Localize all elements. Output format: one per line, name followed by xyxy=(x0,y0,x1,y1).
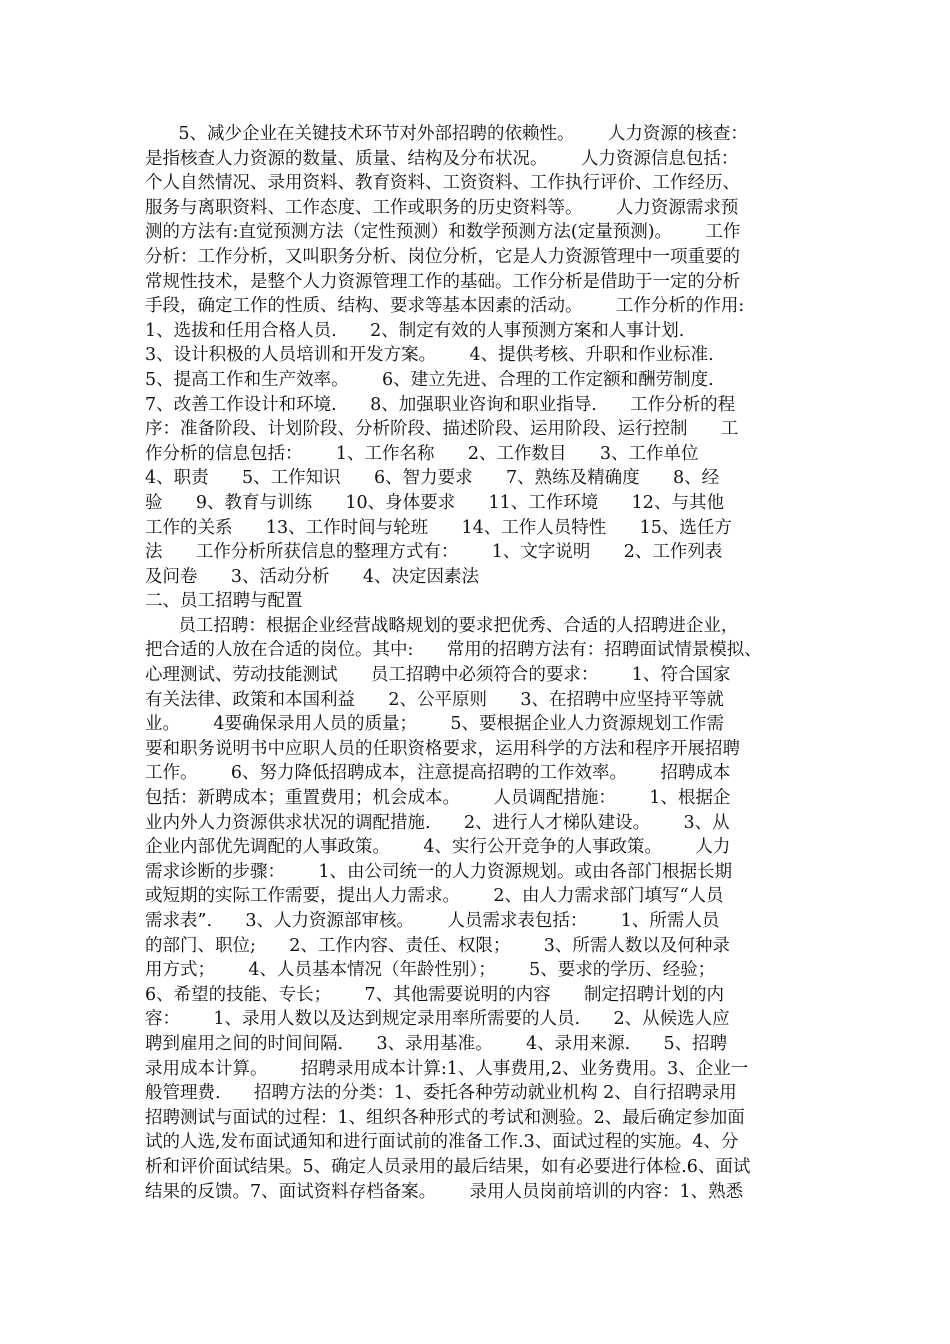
text-line: 工作。 6、努力降低招聘成本，注意提高招聘的工作效率。 招聘成本 xyxy=(145,763,731,784)
text-line: 作分析的信息包括： 1、工作名称 2、工作数目 3、工作单位 xyxy=(145,443,699,464)
text-line: 4、职责 5、工作知识 6、智力要求 7、熟练及精确度 8、经 xyxy=(145,468,720,489)
document-body xyxy=(145,122,810,1204)
text-line: 试的人选,发布面试通知和进行面试前的准备工作.3、面试过程的实施。4、分 xyxy=(145,1132,739,1153)
text-line: 二、员工招聘与配置 xyxy=(145,591,303,612)
text-line: 序：准备阶段、计划阶段、分析阶段、描述阶段、运用阶段、运行控制 工 xyxy=(145,419,739,440)
text-line: 有关法律、政策和本国利益 2、公平原则 3、在招聘中应坚持平等就 xyxy=(145,689,725,710)
text-line: 5、减少企业在关键技术环节对外部招聘的依赖性。 人力资源的核查： xyxy=(145,124,748,144)
text-line: 业内外人力资源供求状况的调配措施. 2、进行人才梯队建设。 3、从 xyxy=(145,812,730,833)
text-line: 是指核查人力资源的数量、质量、结构及分布状况。 人力资源信息包括： xyxy=(145,148,739,169)
text-line: 企业内部优先调配的人事政策。 4、实行公开竞争的人事政策。 人力 xyxy=(145,837,731,858)
text-line: 工作的关系 13、工作时间与轮班 14、工作人员特性 15、选任方 xyxy=(145,517,732,538)
text-line: 分析：工作分析，又叫职务分析、岗位分析，它是人力资源管理中一项重要的 xyxy=(145,246,740,267)
text-line: 招聘测试与面试的过程：1、组织各种形式的考试和测验。2、最后确定参加面 xyxy=(145,1107,745,1128)
text-line: 包括：新聘成本；重置费用；机会成本。 人员调配措施： 1、根据企 xyxy=(145,788,731,809)
text-line: 6、希望的技能、专长； 7、其他需要说明的内容 制定招聘计划的内 xyxy=(145,984,725,1005)
text-line: 的部门、职位; 2、工作内容、责任、权限； 3、所需人数以及何种录 xyxy=(145,935,730,956)
text-line: 要和职务说明书中应职人员的任职资格要求，运用科学的方法和程序开展招聘 xyxy=(145,738,740,759)
text-line: 聘到雇用之间的时间间隔. 3、录用基准。 4、录用来源. 5、招聘 xyxy=(145,1033,728,1054)
text-line: 常规性技术，是整个人力资源管理工作的基础。工作分析是借助于一定的分析 xyxy=(145,271,740,292)
text-line: 服务与离职资料、工作态度、工作或职务的历史资料等。 人力资源需求预 xyxy=(145,197,739,218)
text-line: 验 9、教育与训练 10、身体要求 11、工作环境 12、与其他 xyxy=(145,492,724,513)
text-line: 用方式； 4、人员基本情况（年龄性别）； 5、要求的学历、经验； xyxy=(145,960,716,981)
text-line: 测的方法有:直觉预测方法（定性预测）和数学预测方法(定量预测)。 工作 xyxy=(145,222,741,243)
text-line: 结果的反馈。7、面试资料存档备案。 录用人员岗前培训的内容：1、熟悉 xyxy=(145,1181,744,1202)
text-line: 心理测试、劳动技能测试 员工招聘中必须符合的要求： 1、符合国家 xyxy=(145,665,731,686)
text-line: 录用成本计算。 招聘录用成本计算:1、人事费用,2、业务费用。3、企业一 xyxy=(145,1058,749,1079)
text-line: 容： 1、录用人数以及达到规定录用率所需要的人员. 2、从候选人应 xyxy=(145,1009,730,1030)
text-line: 般管理费. 招聘方法的分类：1、委托各种劳动就业机构 2、自行招聘录用 xyxy=(145,1083,737,1104)
text-line: 需求诊断的步骤： 1、由公司统一的人力资源规划。或由各部门根据长期 xyxy=(145,861,733,882)
text-line: 7、改善工作设计和环境. 8、加强职业咨询和职业指导. 工作分析的程 xyxy=(145,394,736,415)
text-line: 业。 4要确保录用人员的质量； 5、要根据企业人力资源规划工作需 xyxy=(145,714,725,735)
text-line: 需求表”. 3、人力资源部审核。 人员需求表包括： 1、所需人员 xyxy=(145,911,720,931)
text-line: 手段，确定工作的性质、结构、要求等基本因素的活动。 工作分析的作用: xyxy=(145,296,745,317)
text-line: 或短期的实际工作需要，提出人力需求。 2、由人力需求部门填写“人员 xyxy=(145,886,724,907)
text-line: 析和评价面试结果。5、确定人员录用的最后结果，如有必要进行体检.6、面试 xyxy=(145,1156,751,1177)
text-line: 员工招聘：根据企业经营战略规划的要求把优秀、合适的人招聘进企业， xyxy=(145,615,739,636)
text-line: 个人自然情况、录用资料、教育资料、工资资料、工作执行评价、工作经历、 xyxy=(145,173,740,194)
text-line: 法 工作分析所获信息的整理方式有： 1、文字说明 2、工作列表 xyxy=(145,542,723,563)
text-line: 5、提高工作和生产效率。 6、建立先进、合理的工作定额和酬劳制度. xyxy=(145,369,714,390)
text-line: 把合适的人放在合适的岗位。其中: 常用的招聘方法有：招聘面试情景模拟、 xyxy=(145,640,762,661)
text-line: 1、选拔和任用合格人员. 2、制定有效的人事预测方案和人事计划. xyxy=(145,320,685,341)
text-line: 及问卷 3、活动分析 4、决定因素法 xyxy=(145,566,480,587)
text-line: 3、设计积极的人员培训和开发方案。 4、提供考核、升职和作业标准. xyxy=(145,345,714,366)
